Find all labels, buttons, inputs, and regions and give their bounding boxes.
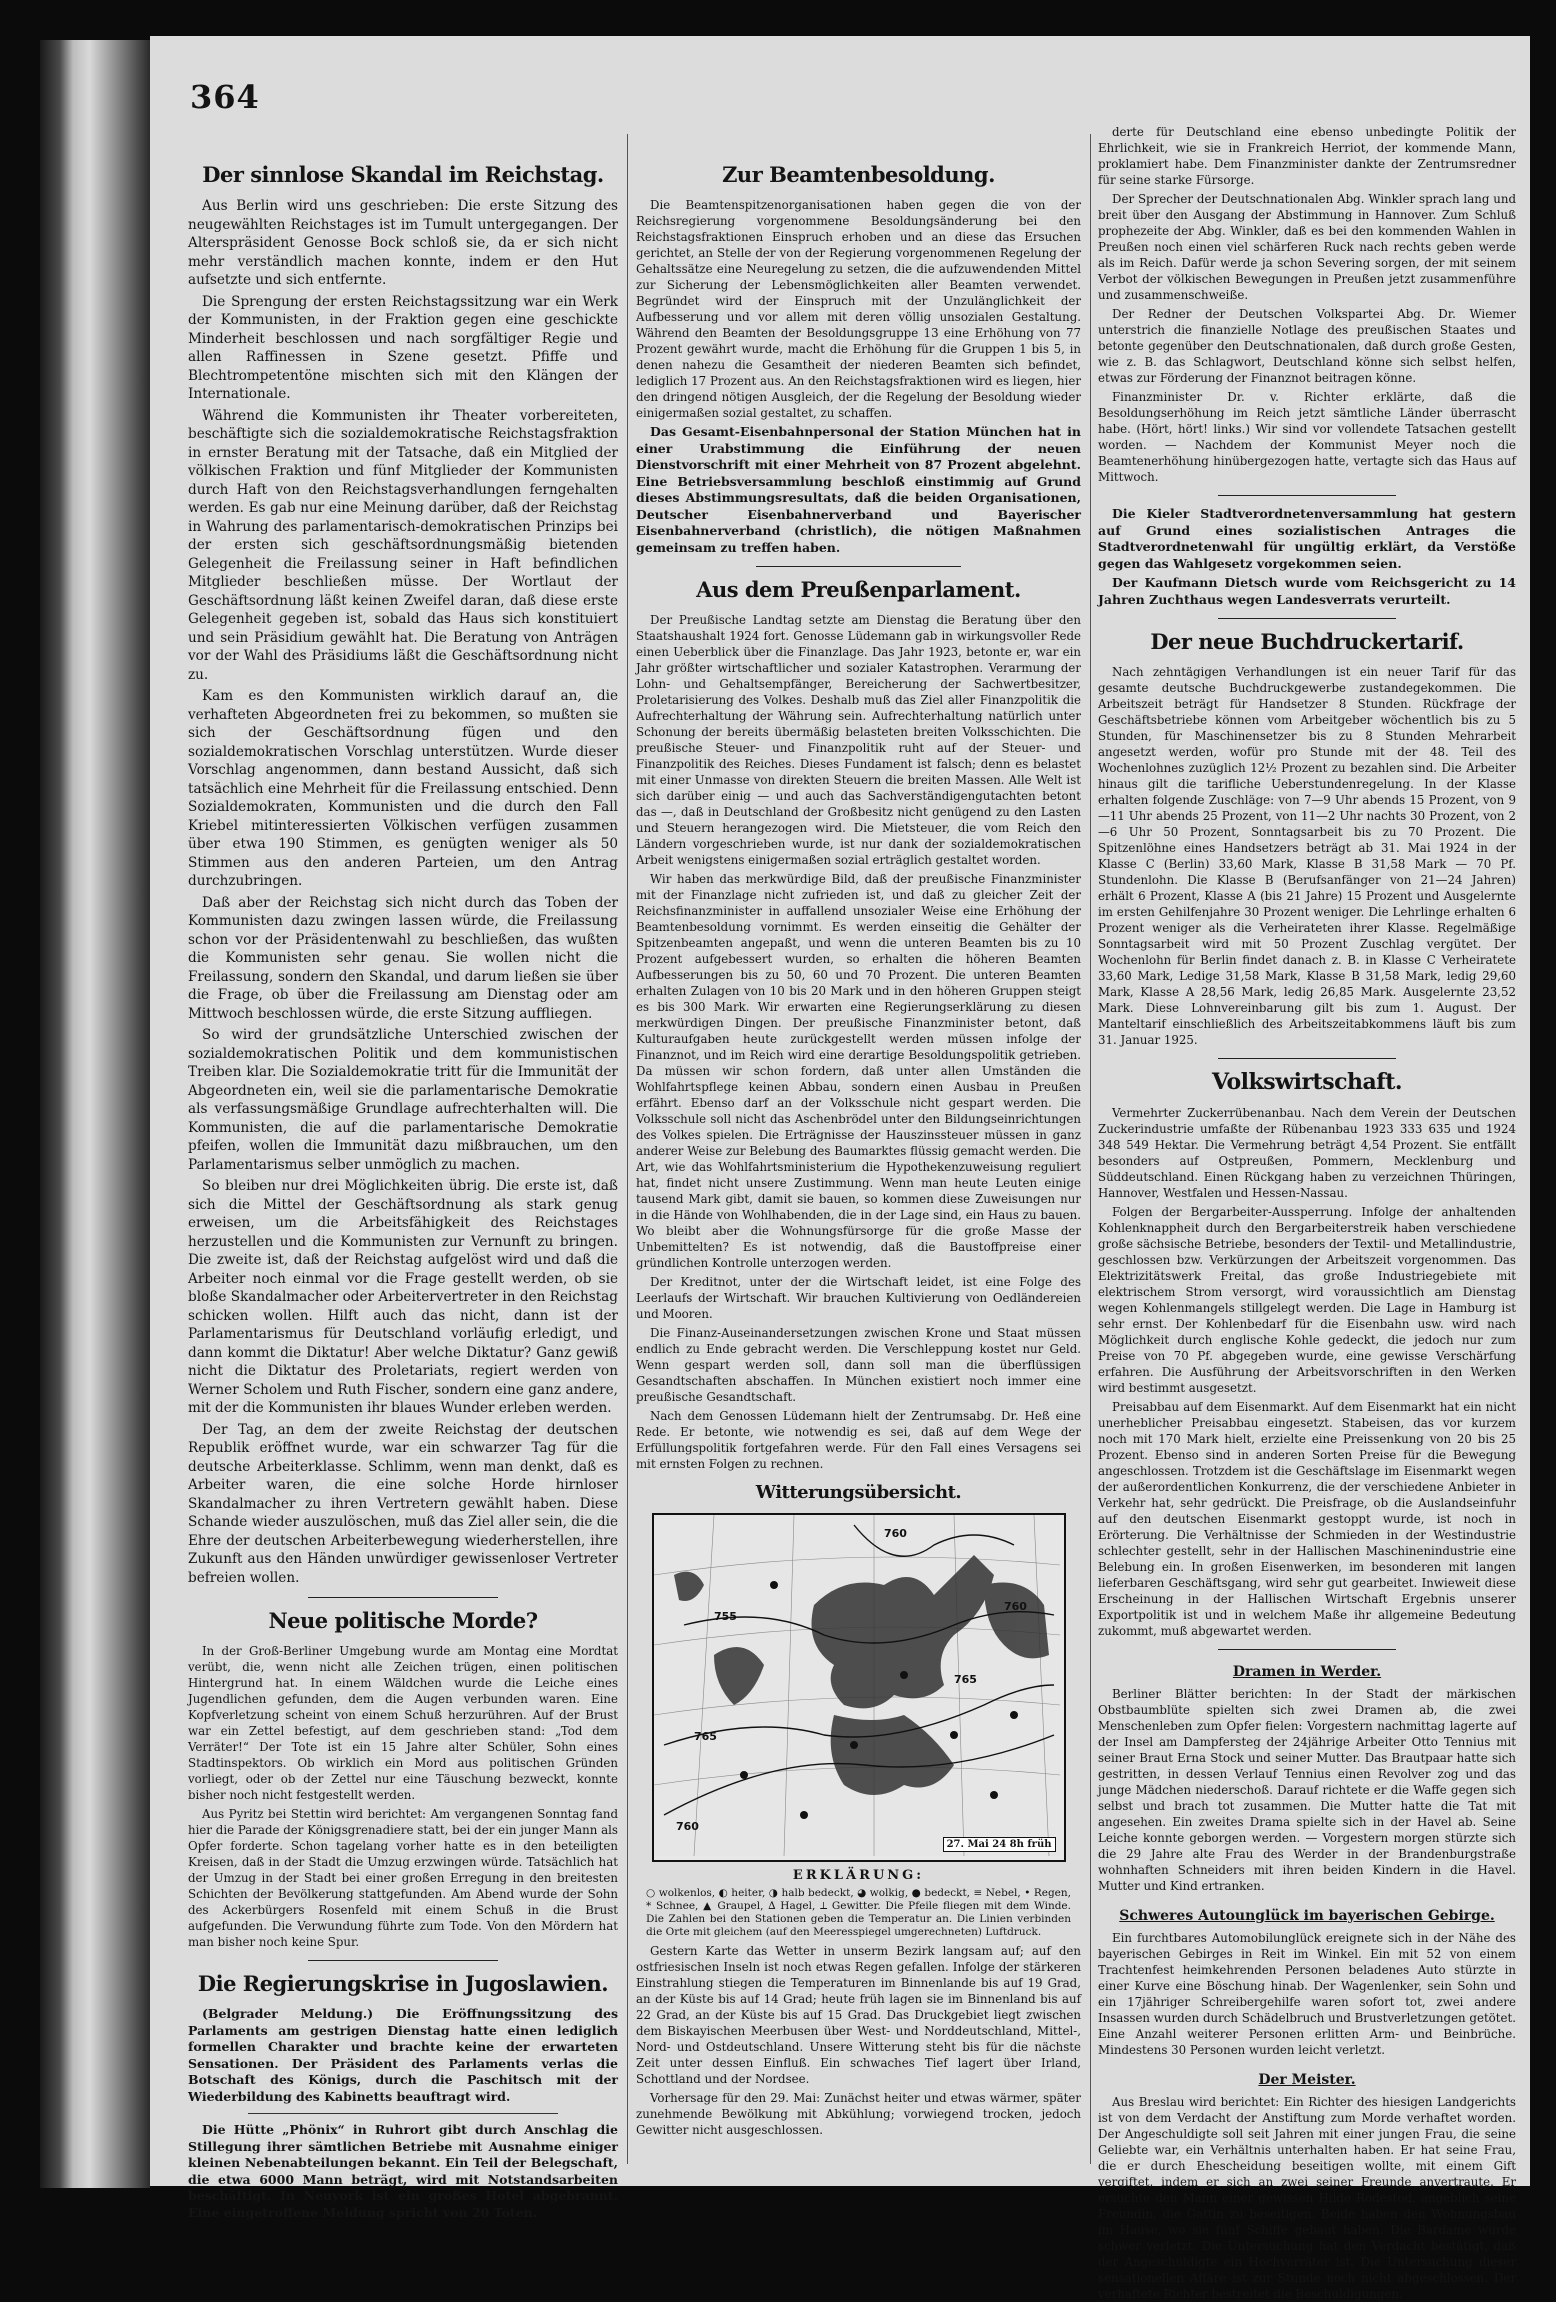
article-paragraph: Folgen der Bergarbeiter-Aussperrung. Infolge der anhaltenden Kohlenknappheit durch den Bergarbeiterstreik haben verschiedene große sächsische Betriebe, besonders der Textil- und Metallindustrie, geschlossen bzw. Verkürzungen der Arbeitszeit vorgenommen. Das Elektrizitätswerk Freital, das große Industriegebiete mit elektrischem Strom versorgt, wird voraussichtlich am Dienstag wegen Kohlenmangels stillgelegt werden. Die Lage in Hamburg ist sehr ernst. Der Kohlenbedarf für die Eisenbahn usw. wird nach Möglichkeit durch englische Kohle gedeckt, die jedoch nur zum Preise von 70 Pf. abgegeben wurde, eine gewisse Verschärfung erfahren. Die Ausführung der Arbeitsvorschriften in den Werken wird bestimmt ausgesetzt. xyxy=(1098,1205,1516,1395)
newspaper-page xyxy=(150,36,1530,2301)
headline-volkswirtschaft: Volkswirtschaft. xyxy=(1211,1069,1403,1095)
article-paragraph: Preisabbau auf dem Eisenmarkt. Auf dem Eisenmarkt hat ein nicht unerheblicher Preisabbau eingesetzt. Stabeisen, das vor kurzem noch mit 170 Mark hielt, erzielte eine Preissenkung von 20 bis 25 Prozent. Ebenso sind in anderen Sorten Preise für die Bewegung angeschlossen. Trotzdem ist die Geschäftslage im Eisenmarkt wegen der außerordentlichen Konkurrenz, die der verschiedene Anbieter in Verkehr hat, sehr gedrückt. Die Preisfrage, ob die Auslandseinfuhr auf den deutschen Eisenmarkt gestoppt wurde, ist noch in Erörterung. Die Verhältnisse der Schmieden in der Westindustrie schlechter gestellt, sehr in der Hallischen Maschinenindustrie eine Belebung ein. In großen Eisenwerken, im besonderen mit langen lieferbaren Geschäftsgang, wird sehr gut gearbeitet. Inwieweit diese Erscheinung in der Hallischen Wirtschaft Ergebnis unserer Exportpolitik ist und in welchem Maße ihr allgemeine Bedeutung zukommt, muß abgewartet werden. xyxy=(1098,1400,1516,1638)
divider xyxy=(248,2113,558,2114)
headline-beamtenbesoldung: Zur Beamtenbesoldung. xyxy=(722,162,995,187)
article-paragraph: (Belgrader Meldung.) Die Eröffnungssitzung des Parlaments am gestrigen Dienstag hatte einen lediglich formellen Charakter und brachte keine der erwarteten Sensationen. Der Präsident des Parlaments verlas die Botschaft des Königs, durch die Paschitsch mit der Wiederbildung des Kabinetts beauftragt wird. xyxy=(188,2006,618,2104)
column-3 xyxy=(1098,124,1516,2301)
article-paragraph: Daß aber der Reichstag sich nicht durch das Toben der Kommunisten dazu zwingen lassen würde, die Freilassung schon vor der Präsidentenwahl zu beschließen, das wußten die Kommunisten sehr genau. Sie wollen nicht die Freilassung, sondern den Skandal, und darum ließen sie über die Frage, ob über die Freilassung am Dienstag oder am Mittwoch beschlossen würde, die erste Sitzung auffliegen. xyxy=(188,894,618,1022)
headline-dramen-werder: Dramen in Werder. xyxy=(1232,1664,1382,1680)
article-paragraph: Aus Berlin wird uns geschrieben: Die erste Sitzung des neugewählten Reichstages ist im Tumult untergegangen. Der Alterspräsident Genosse Bock schloß sie, da er sich nicht mehr verständlich machen konnte, indem er den Hut aufsetzte und sich entfernte. xyxy=(188,198,618,288)
isobar-label: 760 xyxy=(675,1820,699,1833)
headline-politische-morde: Neue politische Morde? xyxy=(268,1608,538,1633)
column-rule xyxy=(1090,134,1091,2164)
article-paragraph: So wird der grundsätzliche Unterschied zwischen der sozialdemokratischen Politik und dem kommunistischen Treiben klar. Die Sozialdemokratie tritt für die Immunität der Abgeordneten ein, weil sie die parlamentarische Demokratie als verfassungsmäßige Grundlage aufrechterhalten will. Die Kommunisten, die auf die parlamentarische Demokratie pfeifen, wollen die Immunität dazu mißbrauchen, um den Parlamentarismus selber unmöglich zu machen. xyxy=(188,1027,618,1173)
article-paragraph: Vorhersage für den 29. Mai: Zunächst heiter und etwas wärmer, später zunehmende Bewölkung mit Abkühlung; vorwiegend trocken, jedoch Gewitter nicht ausgeschlossen. xyxy=(636,2091,1081,2137)
headline-witterung: Witterungsübersicht. xyxy=(755,1482,962,1503)
article-paragraph: Wir haben das merkwürdige Bild, daß der preußische Finanzminister mit der Finanzlage nicht zufrieden ist, und daß zu gleicher Zeit der Reichsfinanzminister in auffallend unsozialer Weise eine Erhöhung der Beamtenbesoldung vornimmt. Es werden einseitig die Gehälter der Spitzenbeamten angepaßt, und wenn die unteren Beamten bis zu 10 Prozent aufgebessert wurden, so erhalten die höheren Beamten Aufbesserungen bis zu 50, 60 und 70 Prozent. Die unteren Beamten erhalten Zulagen von 10 bis 20 Mark und in den höheren Gruppen steigt es bis 300 Mark. Wir erwarten eine Regierungserklärung zu diesen merkwürdigen Dingen. Der preußische Finanzminister betont, daß Kulturaufgaben heute zurückgestellt werden müssen infolge der Finanznot, und im Reich wird eine derartige Besoldungspolitik getrieben. Da müssen wir schon fordern, daß unter allen Umständen die Wohlfahrtspflege keinen Abbau, sondern einen Ausbau in Preußen erfährt. Ebenso darf an der Volksschule nicht gespart werden. Die Volksschule soll nicht das Aschenbrödel unter den Bildungseinrichtungen des Volkes spielen. Die Erträgnisse der Hauszinssteuer müssen in ganz anderer Weise zur Belebung des Baumarktes flüssig gemacht werden. Die Art, wie das Wohlfahrtsministerium die Hypothekenzuweisung reguliert hat, findet nicht unsere Zustimmung. Wenn man heute Leuten einige tausend Mark gibt, damit sie bauen, so kommen diese Zuweisungen nur in die Hände von Wohlhabenden, die in der Lage sind, ein Haus zu bauen. Wo bleibt aber die Wohnungsfürsorge für die große Masse der Unbemittelten? Es ist notwendig, daß die Baustoffpreise einer gründlichen Kontrolle unterzogen werden. xyxy=(636,872,1081,1270)
article-paragraph: Der Kreditnot, unter der die Wirtschaft leidet, ist eine Folge des Leerlaufs der Wirtschaft. Wir brauchen Kultivierung von Oedländereien und Mooren. xyxy=(636,1275,1081,1321)
article-paragraph: Der Preußische Landtag setzte am Dienstag die Beratung über den Staatshaushalt 1924 fort. Genosse Lüdemann gab in wirkungsvoller Rede einen Ueberblick über die Finanzlage. Das Jahr 1923, betonte er, war ein Jahr größter wirtschaftlicher und sozialer Katastrophen. Verarmung der Lohn- und Gehaltsempfänger, Bereicherung der Sachwertbesitzer, Proletarisierung des Volkes. Deshalb muß das Ziel aller Finanzpolitik die Aufrechterhaltung der Währung sein. Aufrechterhaltung natürlich unter Schonung der bereits übermäßig belasteten breiten Volksschichten. Die preußische Steuer- und Finanzpolitik ruht auf der Steuer- und Finanzpolitik des Reiches. Dieses Fundament ist falsch; denn es belastet mit einer Unmasse von direkten Steuern die breiten Massen. Alle Welt ist sich darüber einig — und auch das Sachverständigengutachten betont das —, daß in Deutschland der Großbesitz nicht genügend zu den Lasten und Steuern herangezogen wird. Die Mietsteuer, die vom Reich den Ländern vorgeschrieben wurde, ist nur dank der sozialdemokratischen Arbeit wenigstens einigermaßen sozial erträglich gestaltet worden. xyxy=(636,613,1081,867)
article-paragraph: Der Kaufmann Dietsch wurde vom Reichsgericht zu 14 Jahren Zuchthaus wegen Landesverrats verurteilt. xyxy=(1098,575,1516,607)
article-paragraph: Die Sprengung der ersten Reichstagssitzung war ein Werk der Kommunisten, in der Fraktion gegen eine geschickte Minderheit beschlossen und nach sorgfältiger Regie und allen Raffinessen in Szene gesetzt. Pfiffe und Blechtrompetentöne mischten sich mit den Klängen der Internationale. xyxy=(188,293,618,402)
isobar-label: 760 xyxy=(1003,1600,1027,1613)
divider xyxy=(1218,618,1396,619)
article-paragraph: Die Hütte „Phönix“ in Ruhrort gibt durch Anschlag die Stillegung ihrer sämtlichen Betriebe mit Ausnahme einiger kleinen Nebenabteilungen bekannt. Ein Teil der Belegschaft, die etwa 6000 Mann beträgt, wird mit Notstandsarbeiten beschäftigt. In Neuyork ist ein großes Hotel abgebrannt. Eine eingetroffene Meldung spricht von 20 Toten. xyxy=(188,2122,618,2220)
headline-jugoslawien: Die Regierungskrise in Jugoslawien. xyxy=(197,1971,609,1996)
article-paragraph: Nach dem Genossen Lüdemann hielt der Zentrumsabg. Dr. Heß eine Rede. Er betonte, wie notwendig es sei, daß auf dem Wege der Erfüllungspolitik fortgefahren werde. Für den Fall eines Versagens sei mit ernsten Folgen zu rechnen. xyxy=(636,1409,1081,1471)
article-paragraph: Kam es den Kommunisten wirklich darauf an, die verhafteten Abgeordneten frei zu bekommen, so mußten sie sich der Geschäftsordnung fügen und den sozialdemokratischen Vorschlag unterstützen. Wurde dieser Vorschlag angenommen, dann bestand Aussicht, daß sich tatsächlich eine Mehrheit für die Freilassung entschied. Denn Sozialdemokraten, Kommunisten und die durch den Fall Kriebel mitinteressierten Völkischen verfügen zusammen über etwa 190 Stimmen, es genügten weniger als 50 Stimmen aus den anderen Parteien, um den Antrag durchzubringen. xyxy=(188,688,618,889)
divider xyxy=(308,1597,498,1598)
article-paragraph: In der Groß-Berliner Umgebung wurde am Montag eine Mordtat verübt, die, wenn nicht alle Zeichen trügen, einen politischen Hintergrund hat. In einem Wäldchen wurde die Leiche eines Jugendlichen gefunden, dem die Augen verbunden waren. Eine Kopfverletzung scheint von einem Schuß herzurühren. Auf der Brust war ein Zettel befestigt, auf dem geschrieben stand: „Tod dem Verräter!“ Der Tote ist ein 15 Jahre alter Schüler, Sohn eines Stadtinspektors. Ob wirklich ein Mord aus politischen Gründen vorliegt, oder ob der Zettel nur eine Täuschung bezweckt, konnte bisher noch nicht festgestellt werden. xyxy=(188,1644,618,1802)
headline-reichstag: Der sinnlose Skandal im Reichstag. xyxy=(202,162,604,187)
isobar-label: 755 xyxy=(713,1610,737,1623)
map-date: 27. Mai 24 8h früh xyxy=(943,1837,1056,1852)
isobar-label: 760 xyxy=(883,1527,907,1540)
article-paragraph: Das Gesamt-Eisenbahnpersonal der Station München hat in einer Urabstimmung die Einführung der neuen Dienstvorschrift mit einer Mehrheit von 87 Prozent abgelehnt. Eine Betriebsversammlung beschloß einstimmig auf Grund dieses Abstimmungsresultats, daß die beiden Organisationen, Deutscher Eisenbahnerverband und Bayerischer Eisenbahnerverband (christlich), die nötigen Maßnahmen gemeinsam zu treffen haben. xyxy=(636,424,1081,555)
headline-buchdruckertarif: Der neue Buchdruckertarif. xyxy=(1150,629,1464,654)
weather-map-drawing xyxy=(654,1515,1060,1856)
isobar-label: 765 xyxy=(953,1673,977,1686)
article-paragraph: Nach zehntägigen Verhandlungen ist ein neuer Tarif für das gesamte deutsche Buchdruckgewerbe zustandegekommen. Die Arbeitszeit beträgt für Handsetzer 8 Stunden. Rückfrage der Geschäftsbetriebe können vom Arbeitgeber wöchentlich bis zu 5 Stunden, für Maschinensetzer bis zu 8 Stunden Mehrarbeit angesetzt werden, wofür pro Stunde mit der 48. Teil des Wochenlohnes zuzüglich 12½ Prozent zu bezahlen sind. Die Arbeiter hinaus gilt die tarifliche Ueberstundenregelung. In der Klasse erhalten folgende Zuschläge: von 7—9 Uhr abends 15 Prozent, von 9—11 Uhr abends 25 Prozent, von 11—2 Uhr nachts 30 Prozent, von 2—6 Uhr 50 Prozent, Sonntagsarbeit bis zu 70 Prozent. Die Spitzenlöhne eines Handsetzers beträgt ab 31. Mai 1924 in der Klasse C (Berlin) 33,60 Mark, Klasse B 31,58 Mark — 70 Pf. Stundenlohn. Die Klasse B (Berufsanfänger von 21—24 Jahren) erhält 6 Prozent, Klasse A (bis 21 Jahre) 15 Prozent und Ausgelernte im ersten Gehilfenjahre 30 Prozent weniger. Die Lehrlinge erhalten 6 Prozent weniger als die Verheirateten ihrer Klasse. Regelmäßige Sonntagsarbeit wird mit 50 Prozent Zuschlag vergütet. Der Wochenlohn für Berlin findet danach z. B. in Klasse C Verheiratete 33,60 Mark, Ledige 31,58 Mark, Klasse B 31,58 Mark, ledig 29,60 Mark, Klasse A 28,56 Mark, ledig 26,85 Mark. Ausgelernte 23,52 Mark. Diese Lohnvereinbarung gilt bis zum 1. August. Der Manteltarif einschließlich des Arbeitszeitabkommens läuft bis zum 31. Januar 1925. xyxy=(1098,665,1516,1047)
article-paragraph: Vermehrter Zuckerrübenanbau. Nach dem Verein der Deutschen Zuckerindustrie umfaßte der Rübenanbau 1923 333 635 und 1924 348 549 Hektar. Die Vermehrung beträgt 4,54 Prozent. Sie entfällt besonders auf Ostpreußen, Pommern, Mecklenburg und Süddeutschland. Einen Rückgang haben zu verzeichnen Thüringen, Hannover, Westfalen und Hessen-Nassau. xyxy=(1098,1106,1516,1200)
article-paragraph: Berliner Blätter berichten: In der Stadt der märkischen Obstbaumblüte spielten sich zwei Dramen ab, die zwei Menschenleben zum Opfer fielen: Vorgestern nachmittag lagerte auf der Insel am Dampfersteg der 24jährige Arbeiter Otto Tennius mit seiner Braut Erna Stock und seiner Mutter. Das Brautpaar hatte sich gestritten, in dessen Verlauf Tennius einen Revolver zog und das junge Mädchen niederschoß. Darauf richtete er die Waffe gegen sich selbst und brach tot zusammen. Die Mutter hatte die Tat mit angesehen. Ein zweites Drama spielte sich in der Havel ab. Seine Leiche konnte geborgen werden. — Vorgestern morgen stürzte sich die 29 Jahre alte Frau des Werder in der Brandenburgstraße wohnhaften Schneiders mit ihren beiden Kindern in die Havel. Mutter und Kind ertranken. xyxy=(1098,1687,1516,1893)
divider xyxy=(1218,1058,1396,1059)
divider xyxy=(1218,1649,1396,1650)
article-paragraph: derte für Deutschland eine ebenso unbedingte Politik der Ehrlichkeit, wie sie in Frankreich Herriot, der kommende Mann, proklamiert habe. Dem Finanzminister dankte der Zentrumsredner für seine starke Fürsorge. xyxy=(1098,125,1516,187)
divider xyxy=(1218,495,1396,496)
column-2 xyxy=(636,154,1081,2174)
article-paragraph: Der Tag, an dem der zweite Reichstag der deutschen Republik eröffnet wurde, war ein schwarzer Tag für die deutsche Arbeiterklasse. Schlimm, wenn man denkt, daß es Arbeiter waren, die eine solche Horde hirnloser Skandalmacher zu ihren Vertretern gewählt haben. Diese Schande wieder auszulöschen, muß das Ziel aller sein, die die Ehre der deutschen Arbeiterbewegung wiederherstellen, ihre Zukunft aus den Händen unwürdiger gewissenloser Vertreter befreien wollen. xyxy=(188,1421,618,1586)
article-paragraph: So bleiben nur drei Möglichkeiten übrig. Die erste ist, daß sich die Mittel der Geschäftsordnung als stark genug erweisen, um die Arbeitsfähigkeit des Reichstages herzustellen und die Kommunisten zur Vernunft zu bringen. Die zweite ist, daß der Reichstag aufgelöst wird und daß die Arbeiter noch einmal vor die Frage gestellt werden, ob sie bloße Skandalmacher oder Arbeitervertreter in den Reichstag schicken wollen. Hilft auch das nicht, dann ist der Parlamentarismus für Deutschland vorläufig erledigt, und dann kommt die Diktatur! Aber welche Diktatur? Ganz gewiß nicht die Diktatur des Proletariats, regiert werden von Werner Scholem und Ruth Fischer, sondern eine ganz andere, mit der die Kommunisten ihr blaues Wunder erleben werden. xyxy=(188,1178,618,1416)
article-paragraph: Der Redner der Deutschen Volkspartei Abg. Dr. Wiemer unterstrich die finanzielle Notlage des preußischen Staates und betonte gegenüber den Deutschnationalen, daß durch große Gesten, wie z. B. das Schlagwort, Deutschland könne sich selbst helfen, etwas zur Förderung der Finanznot beitragen könne. xyxy=(1098,307,1516,385)
book-binding xyxy=(40,40,150,2188)
article-paragraph: Aus Breslau wird berichtet: Ein Richter des hiesigen Landgerichts ist von dem Verdacht der Anstiftung zum Morde verhaftet worden. Der Angeschuldigte soll seit Jahren mit einer jungen Frau, die seine Geliebte war, ein Verhältnis unterhalten haben. Er hat seine Frau, die er durch Ehescheidung beseitigen wollte, mit einem Gift vergiftet, indem er sich an zwei seiner Freunde anvertraute. Er ersuchte den Mann einer gewissen Hilde Rodestod, angeblich seine Freundin, die Gattin zu beseitigen. Beide haben den Wohnungsbau im Hause, wo sie fünf Schiffe gebaut haben. Die Bardame wurde schwer verletzt. Die Untersuchung hat den Verdacht bestätigt, daß der Angeschuldigte ein Hochverräter ist. Die Untersuchung dieser sensationellen Affäre ist zur Stunde noch nicht abgeschlossen. Der verhaftete Richter bestreitet die Beschuldigungen. xyxy=(1098,2095,1516,2301)
article-paragraph: Die Beamtenspitzenorganisationen haben gegen die von der Reichsregierung vorgenommene Besoldungsänderung bei den Reichstagsfraktionen Einspruch erhoben und an diese das Ersuchen gerichtet, an Stelle der von der Regierung vorgenommenen Regelung der Gehaltssätze eine Neuregelung zu setzen, die die aufzuwendenden Mittel zur Sicherung der Lebensmöglichkeiten aller Beamten verwendet. Begründet wird der Einspruch mit der Unzulänglichkeit der Aufbesserung und vor allem mit deren völlig unsozialen Gestaltung. Während den Beamten der Besoldungsgruppe 13 eine Erhöhung von 77 Prozent gewährt wurde, macht die Erhöhung für die Gruppen 1 bis 5, in denen nahezu die Gesamtheit der niederen Beamten sich befindet, lediglich 17 Prozent aus. An den Reichstagsfraktionen wird es liegen, hier den dringend nötigen Ausgleich, der die Regelung der Besoldung wieder einigermaßen sozial gestaltet, zu schaffen. xyxy=(636,198,1081,420)
legend-text: ○ wolkenlos, ◐ heiter, ◑ halb bedeckt, ◕ wolkig, ● bedeckt, ≡ Nebel, • Regen, * Schnee, ▲ Graupel, ∆ Hagel, ⟂ Gewitter. Die Pfeile fliegen mit dem Winde. Die Zahlen bei den Stationen geben die Temperatur an. Die Linien verbinden die Orte mit gleichem (auf den Meeresspiegel umgerechneten) Luftdruck. xyxy=(646,1887,1071,1938)
article-paragraph: Während die Kommunisten ihr Theater vorbereiteten, beschäftigte sich die sozialdemokratische Reichstagsfraktion in ernster Beratung mit der Tatsache, daß ein Mitglied der völkischen Fraktion und fünf Mitglieder der Kommunisten durch Haft von den Reichstagsverhandlungen ferngehalten werden. Es gab nur eine Meinung darüber, daß der Reichstag in Wahrung des parlamentarisch-demokratischen Prinzips bei der ersten sich geschäftsordnungsmäßig bietenden Gelegenheit die Freilassung seiner in Haft befindlichen Mitglieder beschließen müsse. Der Wortlaut der Geschäftsordnung läßt keinen Zweifel daran, daß diese erste Gelegenheit gegeben ist, sobald das Haus sich konstituiert und sein Präsidium gewählt hat. Die Beratung von Anträgen vor der Wahl des Präsidiums läßt die Geschäftsordnung nicht zu. xyxy=(188,407,618,683)
isobar-label: 765 xyxy=(693,1730,717,1743)
weather-map xyxy=(652,1513,1066,1862)
article-paragraph: Der Sprecher der Deutschnationalen Abg. Winkler sprach lang und breit über den Ausgang der Abstimmung in Hannover. Zum Schluß prophezeite der Abg. Winkler, daß es bei den kommenden Wahlen in Preußen noch einen viel schärferen Ruck nach rechts geben werde als im Reich. Dafür werde ja schon Severing sorgen, der mit seinem Verbot der völkischen Bewegungen in Preußen jetzt zusammenführe und zusammenschweiße. xyxy=(1098,192,1516,302)
legend-title: ERKLÄRUNG: xyxy=(792,1868,925,1883)
headline-meister: Der Meister. xyxy=(1258,2072,1356,2088)
article-paragraph: Aus Pyritz bei Stettin wird berichtet: Am vergangenen Sonntag fand hier die Parade der Königsgrenadiere statt, bei der ein junger Mann als Opfer forderte. Schon tagelang vorher hatte es in den beteiligten Kreisen, daß in der Stadt die Umzug erzwingen würde. Tatsächlich hat der Umzug in der Stadt bei einer großen Erregung in den breitesten Schichten der Bevölkerung stattgefunden. Am Abend wurde der Sohn des Ackerbürgers Rosenfeld mit einem Schuß in die Brust aufgefunden. Die Verwundung führte zum Tode. Von den Mördern hat man bisher noch keine Spur. xyxy=(188,1807,618,1949)
page-number: 364 xyxy=(190,78,260,116)
headline-preussenparlament: Aus dem Preußenparlament. xyxy=(696,577,1021,602)
article-paragraph: Die Kieler Stadtverordnetenversammlung hat gestern auf Grund eines sozialistischen Antrages die Stadtverordnetenwahl für ungültig erklärt, da Verstöße gegen das Wahlgesetz vorgekommen seien. xyxy=(1098,506,1516,571)
divider xyxy=(756,566,961,567)
article-paragraph: Ein furchtbares Automobilunglück ereignete sich in der Nähe des bayerischen Gebirges in Reit im Winkel. Ein mit 52 von einem Trachtenfest heimkehrenden Personen beladenes Auto stürzte in einer Kurve eine Böschung hinab. Der Wagenlenker, sein Sohn und ein 17jähriger Schreibergehilfe waren sofort tot, zwei andere Insassen wurden durch Schädelbruch und Brustverletzungen getötet. Eine Anzahl weiterer Personen erlitten Arm- und Beinbrüche. Mindestens 30 Personen wurden leicht verletzt. xyxy=(1098,1931,1516,2057)
article-paragraph: Finanzminister Dr. v. Richter erklärte, daß die Besoldungserhöhung im Reich jetzt sämtliche Länder überrascht habe. (Hört, hört! links.) Wir sind vor vollendete Tatsachen gestellt worden. — Nachdem der Kommunist Meyer noch die Beamtenerhöhung hinübergezogen hatte, vertagte sich das Haus auf Mittwoch. xyxy=(1098,390,1516,484)
article-paragraph: Die Finanz-Auseinandersetzungen zwischen Krone und Staat müssen endlich zu Ende gebracht werden. Die Verschleppung kostet nur Geld. Wenn gespart werden soll, dann soll man die überflüssigen Gesandtschaften abschaffen. In München existiert noch immer eine preußische Gesandtschaft. xyxy=(636,1326,1081,1404)
headline-autounglueck: Schweres Autounglück im bayerischen Gebirge. xyxy=(1119,1908,1495,1924)
divider xyxy=(308,1960,498,1961)
article-paragraph: Gestern Karte das Wetter in unserm Bezirk langsam auf; auf den ostfriesischen Inseln ist noch etwas Regen gefallen. Infolge der stärkeren Einstrahlung stiegen die Temperaturen im Binnenlande bis auf 19 Grad, an der Küste bis auf 14 Grad; heute früh lagen sie im Binnenland bis auf 22 Grad, an der Küste bis auf 15 Grad. Das Druckgebiet liegt zwischen dem Biskayischen Meerbusen über West- und Norddeutschland, Mittel-, Nord- und Ostdeutschland. Unsere Witterung steht bis für die nächste Zeit unter dessen Einfluß. Ein schwaches Tief lagert über Irland, Schottland und der Nordsee. xyxy=(636,1944,1081,2086)
column-1 xyxy=(188,154,618,2220)
column-rule xyxy=(627,134,628,2164)
